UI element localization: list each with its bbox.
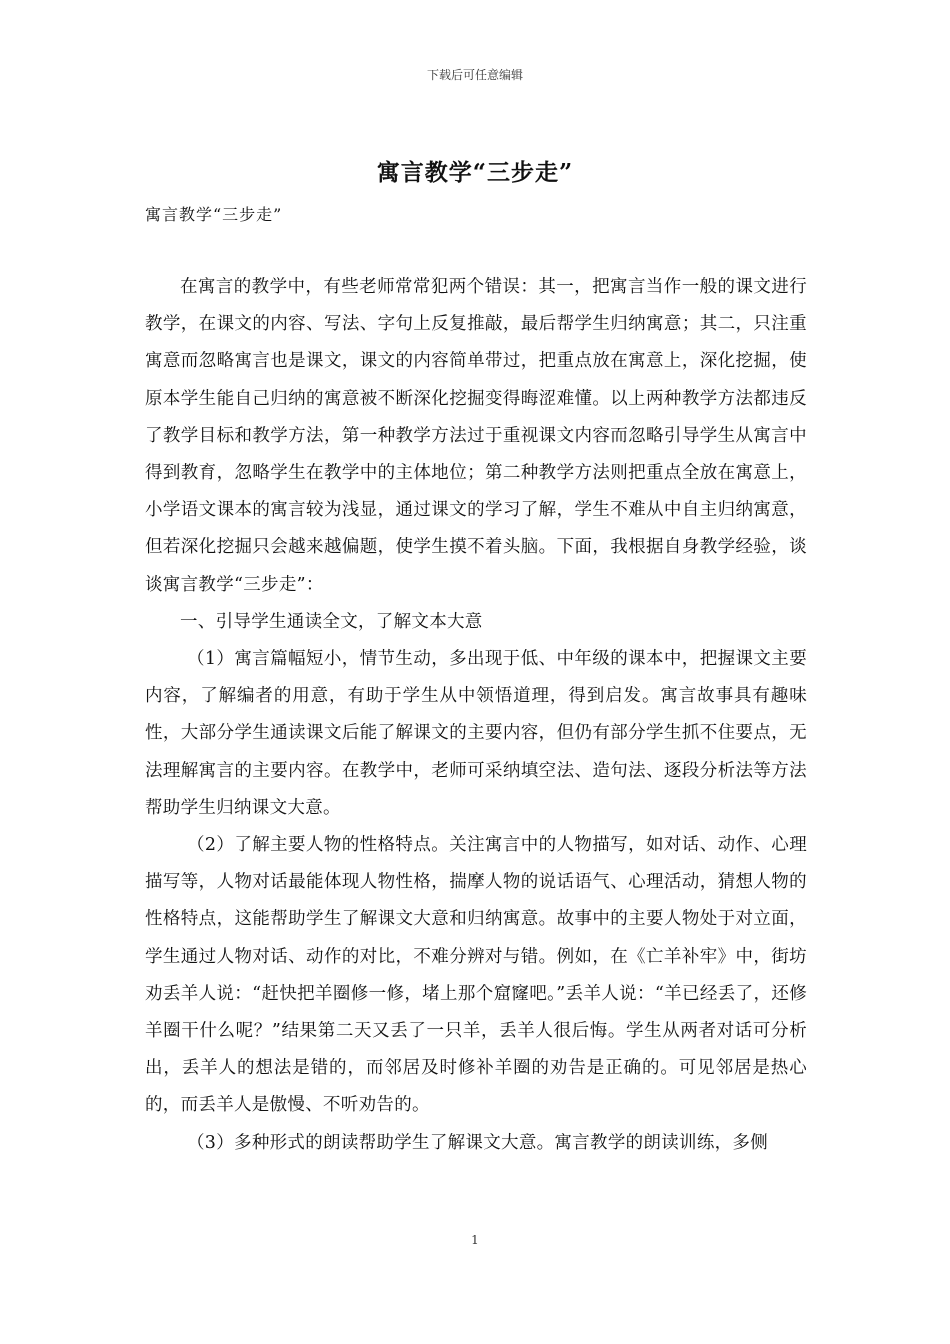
document-title: 寓言教学“三步走”: [376, 159, 574, 186]
document-body: [145, 269, 807, 1162]
paragraph-intro: 在寓言的教学中，有些老师常常犯两个错误：其一，把寓言当作一般的课文进行教学，在课文的内容、写法、字句上反复推敲，最后帮学生归纳寓意；其二，只注重寓意而忽略寓言也是课文，课文的内容简单带过，把重点放在寓意上，深化挖掘，使原本学生能自己归纳的寓意被不断深化挖掘变得晦涩难懂。以上两种教学方法都违反了教学目标和教学方法，第一种教学方法过于重视课文内容而忽略引导学生从寓言中得到教育，忽略学生在教学中的主体地位；第二种教学方法则把重点全放在寓意上，小学语文课本的寓言较为浅显，通过课文的学习了解，学生不难从中自主归纳寓意，但若深化挖掘只会越来越偏题，使学生摸不着头脑。下面，我根据自身教学经验，谈谈寓言教学“三步走”：: [145, 277, 807, 595]
page-header: 下载后可任意编辑: [426, 68, 523, 82]
section-heading: 一、引导学生通读全文，了解文本大意: [180, 611, 483, 632]
paragraph-point-3: （3）多种形式的朗读帮助学生了解课文大意。寓言教学的朗读训练，多侧: [187, 1132, 769, 1153]
paragraph-point-1: （1）寓言篇幅短小，情节生动，多出现于低、中年级的课本中，把握课文主要内容，了解编者的用意，有助于学生从中领悟道理，得到启发。寓言故事具有趣味性，大部分学生通读课文后能了解课文的主要内容，但仍有部分学生抓不住要点，无法理解寓言的主要内容。在教学中，老师可采纳填空法、造句法、逐段分析法等方法帮助学生归纳课文大意。: [145, 649, 807, 818]
paragraph-point-2: （2）了解主要人物的性格特点。关注寓言中的人物描写，如对话、动作、心理描写等，人物对话最能体现人物性格，揣摩人物的说话语气、心理活动，猜想人物的性格特点，这能帮助学生了解课文大意和归纳寓意。故事中的主要人物处于对立面，学生通过人物对话、动作的对比，不难分辨对与错。例如，在《亡羊补牢》中，街坊劝丢羊人说：“赶快把羊圈修一修，堵上那个窟窿吧。”丢羊人说：“羊已经丢了，还修羊圈干什么呢？”结果第二天又丢了一只羊，丢羊人很后悔。学生从两者对话可分析出，丢羊人的想法是错的，而邻居及时修补羊圈的劝告是正确的。可见邻居是热心的，而丢羊人是傲慢、不听劝告的。: [145, 835, 807, 1116]
document-subtitle: 寓言教学“三步走”: [145, 205, 283, 224]
page-number: 1: [471, 1233, 479, 1247]
